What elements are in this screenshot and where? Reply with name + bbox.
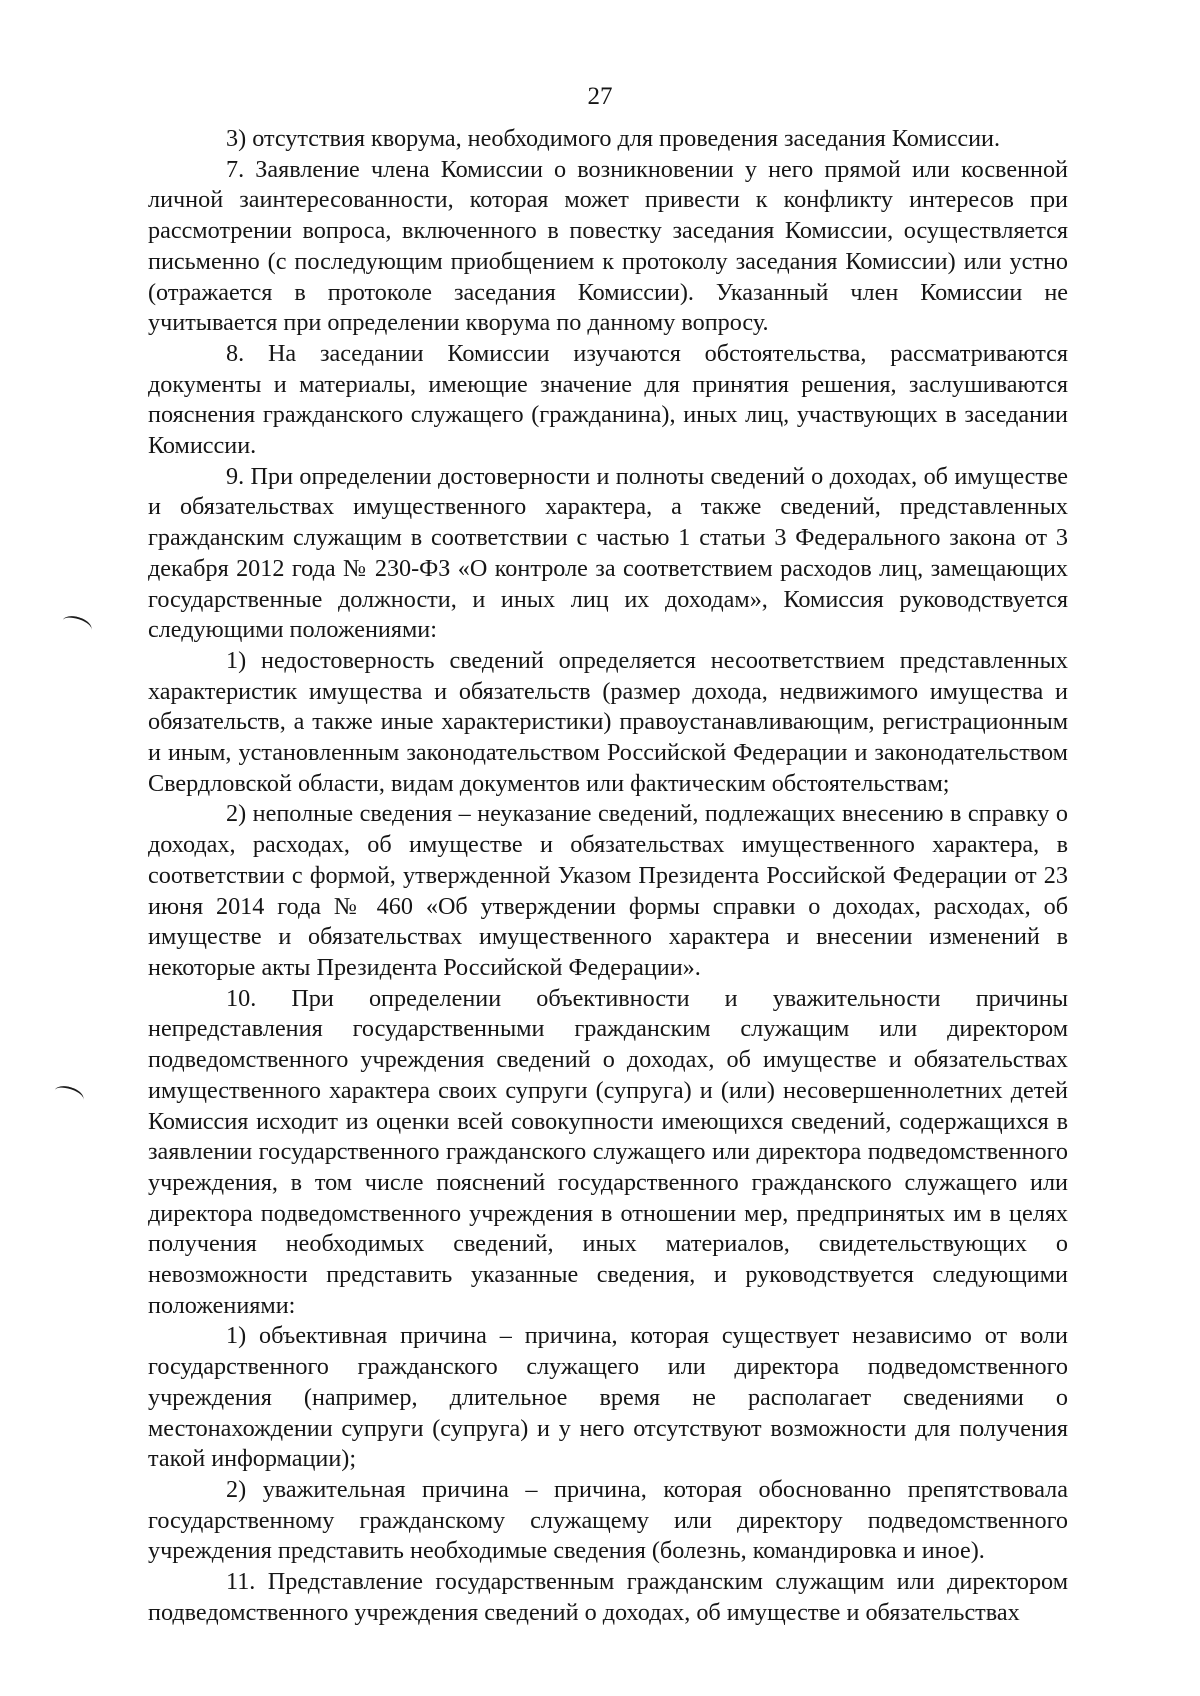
paragraph-10-item-2: 2) уважительная причина – причина, которая обоснованно препятствовала государственному гражданскому служащему или директору подведомственного учреждения представить необходимые сведения (болезнь, командировка и иное). — [148, 1475, 1068, 1565]
paragraph-9-reliability: 9. При определении достоверности и полноты сведений о доходах, об имуществе и обязательствах имущественного характера, а также сведений, представленных гражданским служащим в соответствии с частью 1 статьи 3 Федерального закона от 3 декабря 2012 года № 230-ФЗ «О контроле за соответствием расходов лиц, замещающих государственные должности, и иных лиц их доходам», Комиссия руководствуется следующими положениями: — [148, 462, 1068, 644]
margin-scan-mark-upper — [60, 613, 93, 637]
paragraph-10-objectivity: 10. При определении объективности и уважительности причины непредставления государственными гражданским служащим или директором подведомственного учреждения сведений о доходах, об имуществе и обязательствах имущественного характера своих супруги (супруга) и (или) несовершеннолетних детей Комиссия исходит из оценки всей совокупности имеющихся сведений, содержащихся в заявлении государственного гражданского служащего или директора подведомственного учреждения, в том числе пояснений государственного гражданского служащего или директора подведомственного учреждения в отношении мер, предпринятых им в целях получения необходимых сведений, иных материалов, свидетельствующих о невозможности представить указанные сведения, и руководствуется следующими положениями: — [148, 984, 1068, 1319]
paragraph-9-item-1: 1) недостоверность сведений определяется несоответствием представленных характеристик имущества и обязательств (размер дохода, недвижимого имущества и обязательств, а также иные характеристики) правоустанавливающим, регистрационным и иным, установленным законодательством Российской Федерации и законодательством Свердловской области, видам документов или фактическим обстоятельствам; — [148, 646, 1068, 797]
paragraph-9-item-2: 2) неполные сведения – неуказание сведений, подлежащих внесению в справку о доходах, расходах, об имуществе и обязательствах имущественного характера, в соответствии с формой, утвержденной Указом Президента Российской Федерации от 23 июня 2014 года № 460 «Об утверждении формы справки о доходах, расходах, об имуществе и обязательствах имущественного характера и внесении изменений в некоторые акты Президента Российской Федерации». — [148, 800, 1068, 981]
margin-scan-mark-lower — [52, 1083, 85, 1107]
paragraph-item-3-quorum: 3) отсутствия кворума, необходимого для проведения заседания Комиссии. — [226, 125, 1001, 152]
paragraph-7-conflict-of-interest: 7. Заявление члена Комиссии о возникновении у него прямой или косвенной личной заинтересованности, которая может привести к конфликту интересов при рассмотрении вопроса, включенного в повестку заседания Комиссии, осуществляется письменно (с последующим приобщением к протоколу заседания Комиссии) или устно (отражается в протоколе заседания Комиссии). Указанный член Комиссии не учитывается при определении кворума по данному вопросу. — [148, 155, 1068, 337]
document-text-body — [148, 124, 1068, 1628]
page-number: 27 — [587, 83, 613, 110]
paragraph-8-session-review: 8. На заседании Комиссии изучаются обстоятельства, рассматриваются документы и материалы, имеющие значение для принятия решения, заслушиваются пояснения гражданского служащего (гражданина), иных лиц, участвующих в заседании Комиссии. — [148, 339, 1068, 460]
paragraph-11-submission: 11. Представление государственным гражданским служащим или директором подведомственного учреждения сведений о доходах, об имуществе и обязательствах — [148, 1568, 1068, 1626]
paragraph-10-item-1: 1) объективная причина – причина, которая существует независимо от воли государственного гражданского служащего или директора подведомственного учреждения (например, длительное время не располагает сведениями о местонахождении супруги (супруга) и у него отсутствуют возможности для получения такой информации); — [148, 1322, 1068, 1473]
